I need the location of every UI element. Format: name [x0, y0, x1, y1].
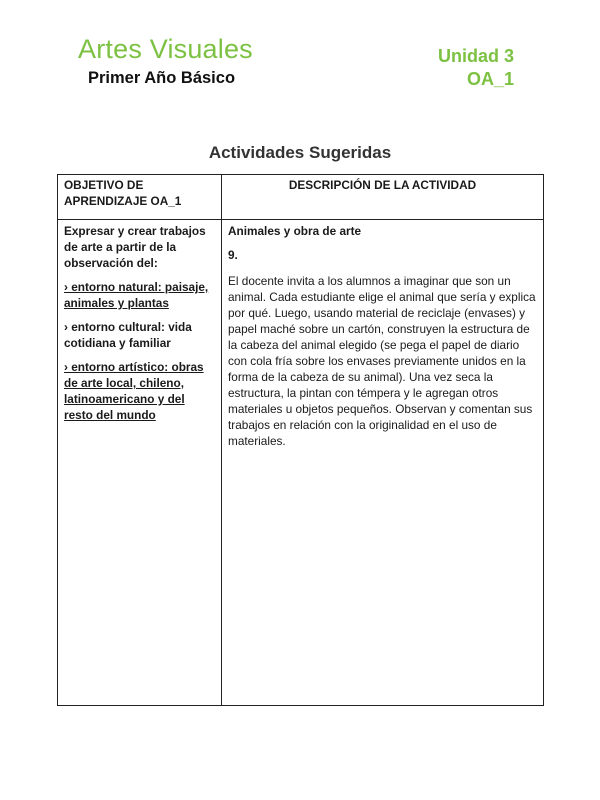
- activity-cell: [222, 220, 544, 706]
- objective-column-header: OBJETIVO DE APRENDIZAJE OA_1: [58, 175, 222, 220]
- objective-cell: [58, 220, 222, 706]
- objective-item-artistic: › entorno artístico: obras de arte local, chileno, latinoamericano y del resto del mundo: [64, 360, 204, 422]
- grade-label: Primer Año Básico: [88, 69, 236, 87]
- activity-description: El docente invita a los alumnos a imaginar que son un animal. Cada estudiante elige el animal que sería y explica por qué. Luego, usando material de reciclaje (envases) y papel maché sobre un cartón, construyen la estructura de la cabeza del animal elegido (se pega el papel de diario con cola fría sobre los envases previamente unidos en la forma de la cabeza de su animal). Una vez seca la estructura, la pintan con témpera y le agregan otros materiales u objetos pequeños. Observan y comentan sus trabajos en relación con la originalidad en el uso de materiales.: [228, 274, 536, 448]
- objective-item-cultural: › entorno cultural: vida cotidiana y familiar: [64, 320, 192, 350]
- activity-number: 9.: [228, 248, 238, 262]
- objective-code: OA_1: [466, 69, 514, 89]
- unit-label: Unidad 3: [437, 46, 514, 66]
- subject-title: Artes Visuales: [78, 34, 253, 64]
- objective-intro: Expresar y crear trabajos de arte a partir de la observación del:: [64, 224, 206, 270]
- table-header-row: [58, 175, 544, 220]
- section-title: Actividades Sugeridas: [208, 143, 392, 162]
- activities-table: [57, 174, 544, 706]
- objective-item-natural: › entorno natural: paisaje, animales y plantas: [64, 280, 209, 310]
- activity-title: Animales y obra de arte: [228, 224, 362, 238]
- description-column-header: DESCRIPCIÓN DE LA ACTIVIDAD: [222, 175, 544, 220]
- table-row: [58, 220, 544, 706]
